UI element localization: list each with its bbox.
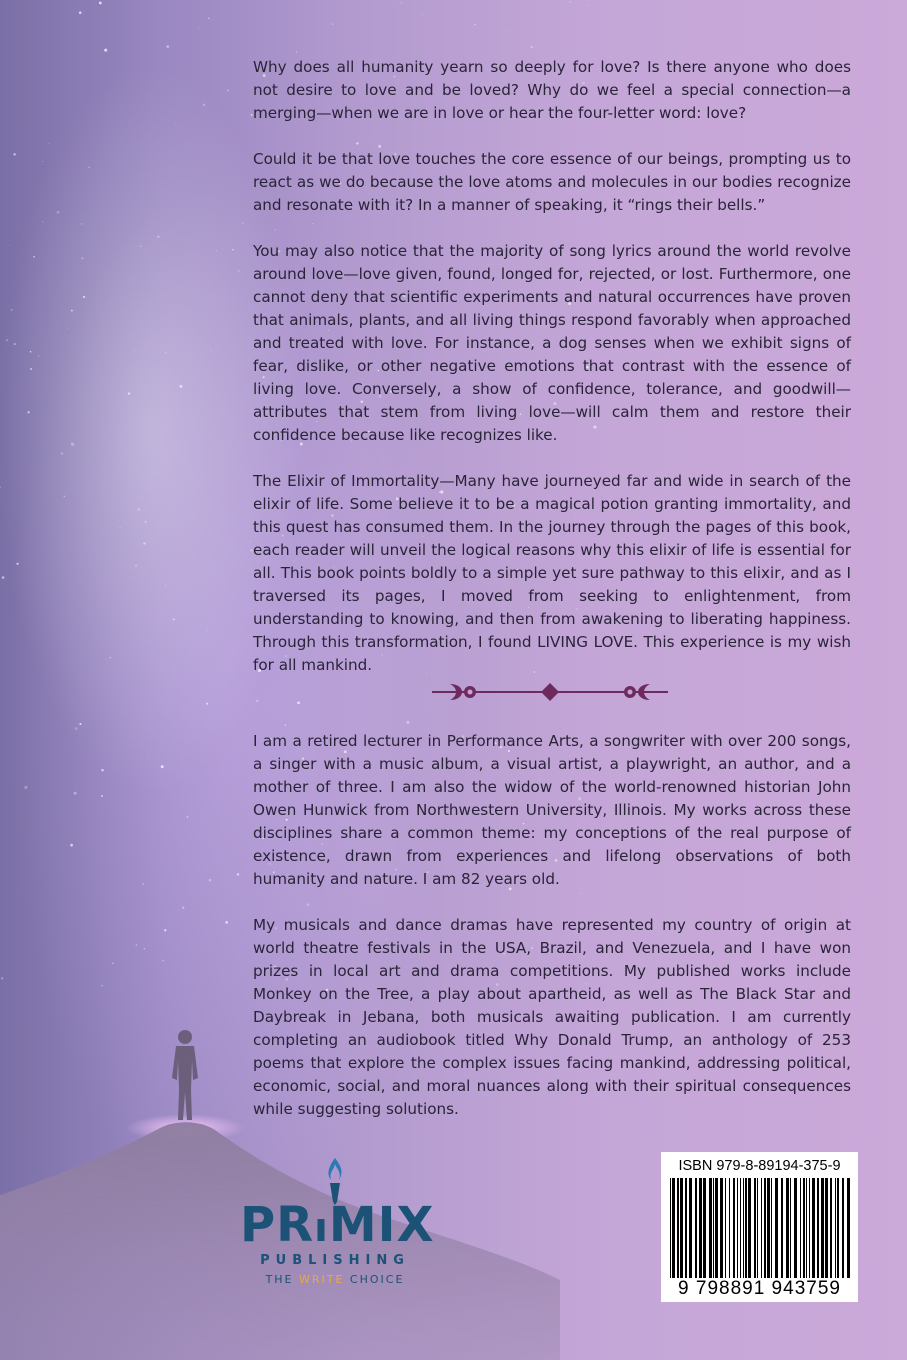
author-bio — [253, 730, 851, 1144]
publisher-tagline: THE WRITE CHOICE — [265, 1273, 405, 1286]
isbn-barcode — [661, 1152, 858, 1302]
bio-paragraph: I am a retired lecturer in Performance Arts, a songwriter with over 200 songs, a singer with a music album, a visual artist, a playwright, an author, and a mother of three. I am also the widow of the world-renowned historian John Owen Hunwick from Northwestern University, Illinois. My works across these disciplines share a common theme: my conceptions of the real purpose of existence, drawn from experiences and lifelong observations of both humanity and nature. I am 82 years old. — [253, 732, 851, 888]
publisher-logo — [240, 1156, 435, 1306]
publisher-subtitle: PUBLISHING — [260, 1253, 410, 1268]
barcode-bars — [670, 1178, 850, 1278]
blurb-paragraph: Why does all humanity yearn so deeply for love? Is there anyone who does not desire to love and be loved? Why do we feel a special connection—a merging—when we are in love or hear the four-letter word: love? — [253, 58, 851, 122]
publisher-name: PRıMIX — [240, 1197, 435, 1253]
ornament-divider-icon — [428, 678, 672, 706]
bio-paragraph: My musicals and dance dramas have represented my country of origin at world theatre festivals in the USA, Brazil, and Venezuela, and I have won prizes in local art and drama competitions. My published works include Monkey on the Tree, a play about apartheid, as well as The Black Star and Daybreak in Jebana, both musicals awaiting publication. I am currently completing an audiobook titled Why Donald Trump, an anthology of 253 poems that explore the complex issues facing mankind, addressing political, economic, social, and moral nuances along with their spiritual consequences while suggesting solutions. — [253, 916, 851, 1118]
person-silhouette — [172, 1030, 198, 1120]
isbn-label: ISBN 979-8-89194-375-9 — [678, 1158, 841, 1174]
book-blurb — [253, 56, 851, 700]
barcode-digits: 9 798891 943759 — [678, 1278, 841, 1299]
blurb-paragraph: The Elixir of Immortality—Many have journeyed far and wide in search of the elixir of life. Some believe it to be a magical potion granting immortality, and this quest has consumed them. In the journey through the pages of this book, each reader will unveil the logical reasons why this elixir of life is essential for all. This book points boldly to a simple yet sure pathway to this elixir, and as I traversed its pages, I moved from seeking to enlightenment, from understanding to knowing, and then from awakening to liberating happiness. Through this transformation, I found LIVING LOVE. This experience is my wish for all mankind. — [253, 472, 851, 674]
blurb-paragraph: Could it be that love touches the core essence of our beings, prompting us to react as we do because the love atoms and molecules in our bodies recognize and resonate with it? In a manner of speaking, it “rings their bells.” — [253, 150, 851, 214]
blurb-paragraph: You may also notice that the majority of song lyrics around the world revolve around love—love given, found, longed for, rejected, or lost. Furthermore, one cannot deny that scientific experiments and natural occurrences have proven that animals, plants, and all living things respond favorably when approached and treated with love. For instance, a dog senses when we exhibit signs of fear, dislike, or other negative emotions that contrast with the essence of living love. Conversely, a show of confidence, tolerance, and goodwill—attributes that stem from living love—will calm them and restore their confidence because like recognizes like. — [253, 242, 851, 444]
